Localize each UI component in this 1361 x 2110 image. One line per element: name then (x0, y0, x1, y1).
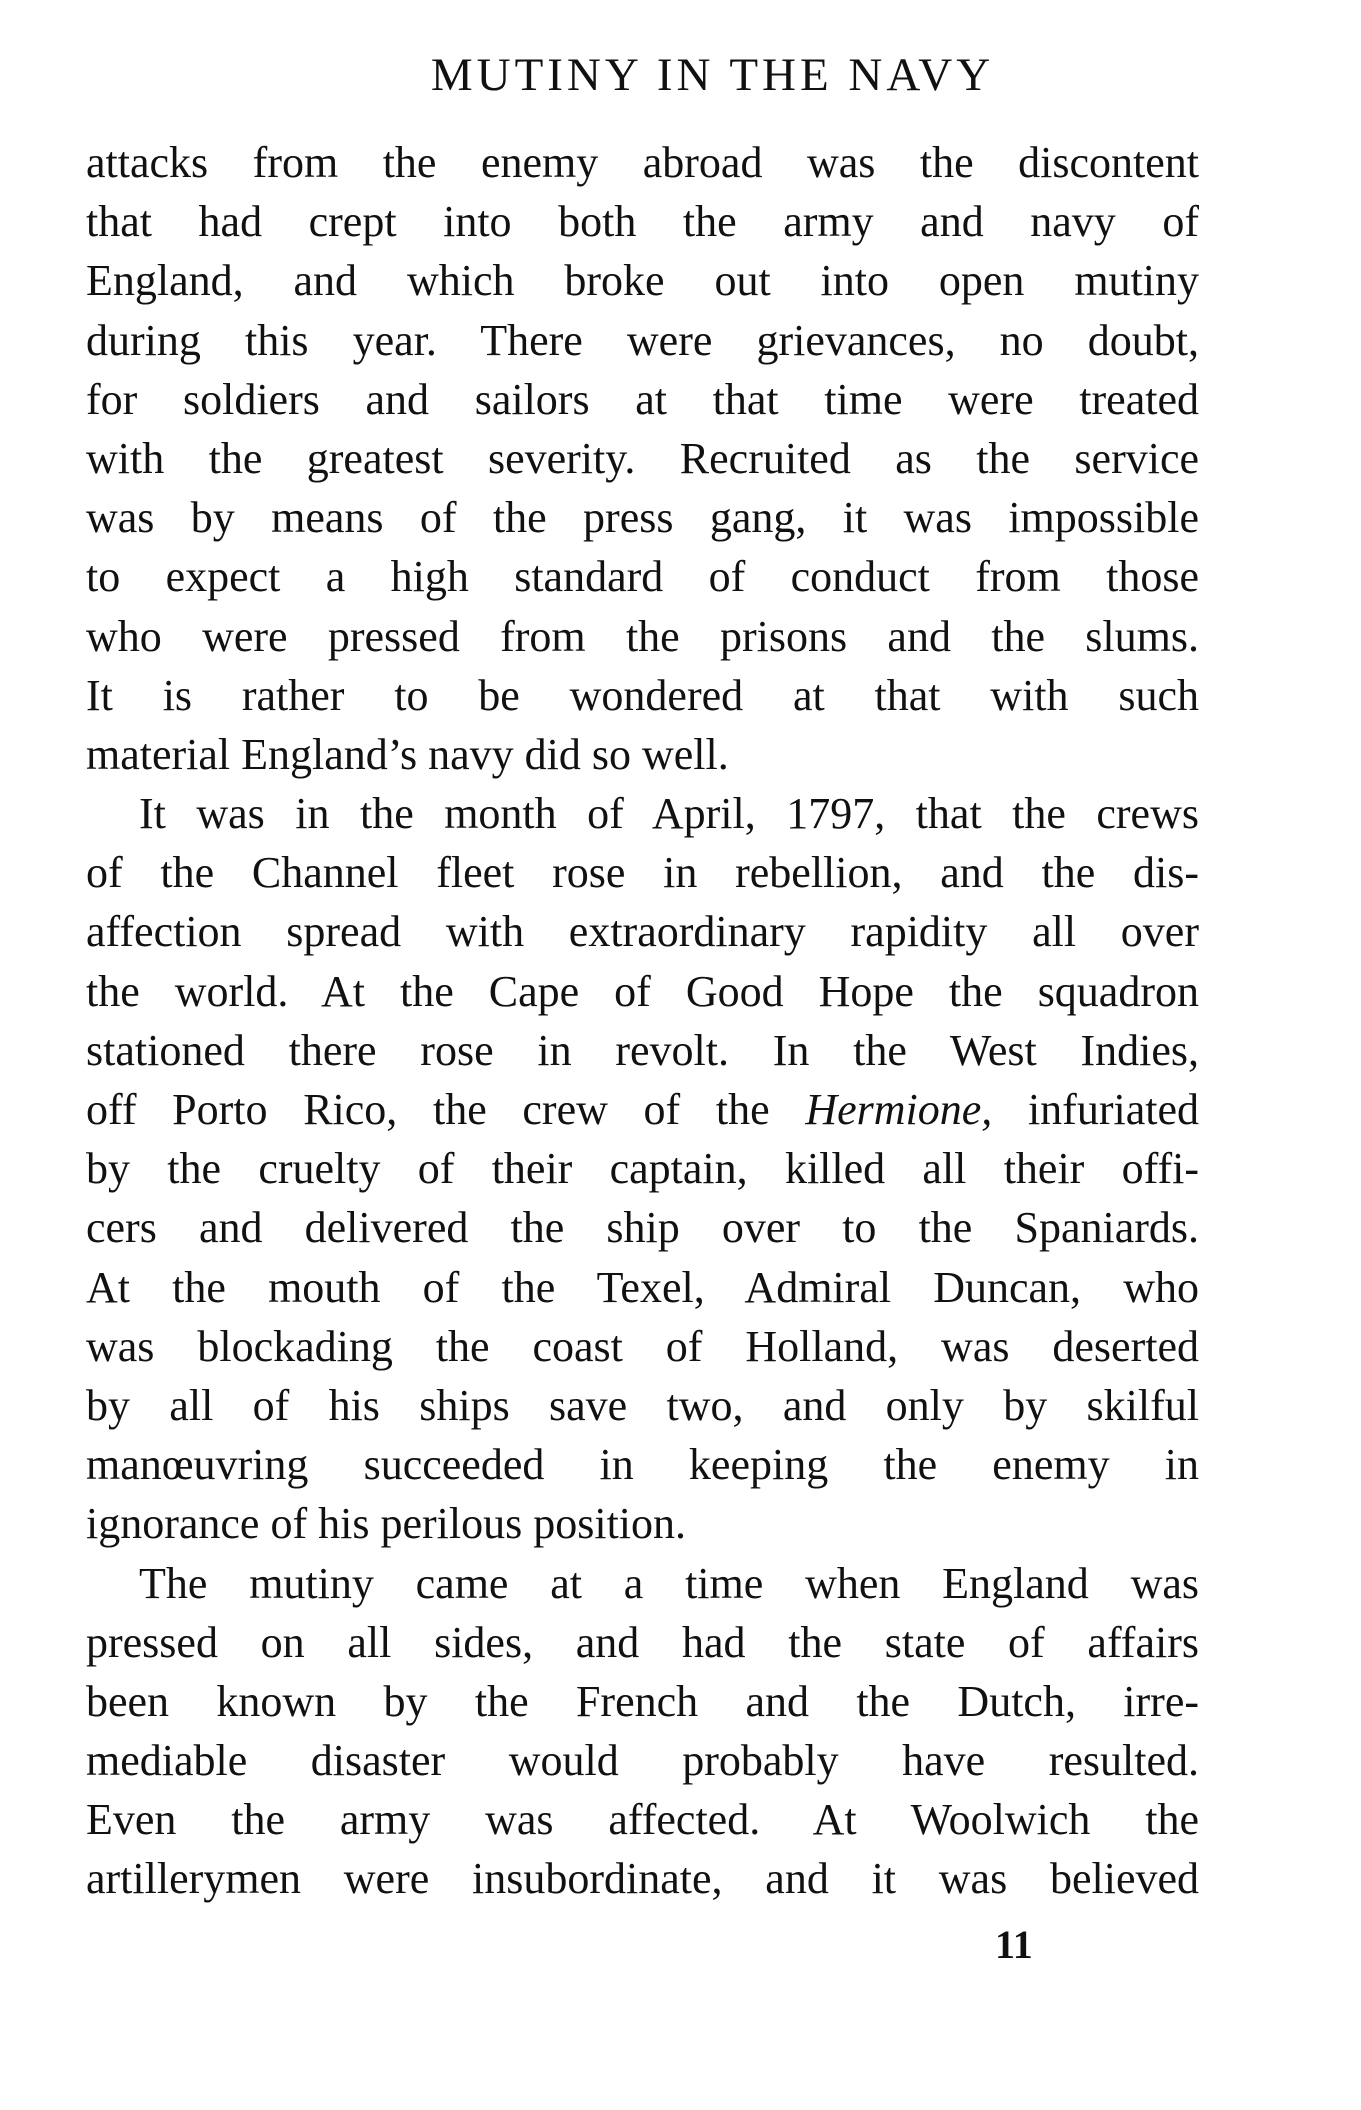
text-line: by the cruelty of their captain, killed all their offi- (86, 1144, 1199, 1194)
text-line: stationed there rose in revolt. In the West Indies, (86, 1025, 1199, 1075)
text-line: by all of his ships save two, and only by skilful (86, 1380, 1199, 1430)
text-line: material England’s navy did so well. (86, 729, 729, 779)
text-line-hermione (86, 1080, 1199, 1139)
page-number: 11 (995, 1922, 1033, 1967)
text-line: At the mouth of the Texel, Admiral Duncan, who (86, 1262, 1199, 1312)
text-line: was by means of the press gang, it was impossible (86, 493, 1199, 543)
text-line: to expect a high standard of conduct from those (86, 552, 1199, 602)
text-line: England, and which broke out into open mutiny (86, 256, 1199, 306)
text-line: affection spread with extraordinary rapidity all over (86, 907, 1199, 957)
text-line: for soldiers and sailors at that time were treated (86, 374, 1199, 424)
running-head (0, 49, 1361, 101)
text-line: artillerymen were insubordinate, and it was believed (86, 1854, 1199, 1904)
text-line: been known by the French and the Dutch, irre- (86, 1676, 1199, 1726)
text-line: during this year. There were grievances, no doubt, (86, 315, 1199, 365)
text-line: pressed on all sides, and had the state of affairs (86, 1617, 1199, 1667)
text-line: The mutiny came at a time when England was (139, 1558, 1199, 1608)
text-segment: off Porto Rico, the crew of the (86, 1085, 806, 1134)
text-line: who were pressed from the prisons and the slums. (86, 611, 1199, 661)
text-line: was blockading the coast of Holland, was deserted (86, 1321, 1199, 1371)
text-line: manœuvring succeeded in keeping the enemy in (86, 1440, 1199, 1490)
text-line: of the Channel fleet rose in rebellion, and the dis- (86, 848, 1199, 898)
text-line: Even the army was affected. At Woolwich the (86, 1795, 1199, 1845)
text-line: cers and delivered the ship over to the Spaniards. (86, 1203, 1199, 1253)
text-line: ignorance of his perilous position. (86, 1499, 687, 1549)
text-segment: infuriated (992, 1085, 1199, 1134)
text-line: It is rather to be wondered at that with such (86, 670, 1199, 720)
text-line: mediable disaster would probably have resulted. (86, 1736, 1199, 1786)
text-line: that had crept into both the army and navy of (86, 197, 1199, 247)
body-text (86, 133, 1199, 1909)
ship-name-italic: Hermione, (805, 1085, 993, 1134)
text-line: with the greatest severity. Recruited as the service (86, 433, 1199, 483)
text-line: attacks from the enemy abroad was the discontent (86, 138, 1199, 187)
text-line: It was in the month of April, 1797, that the crews (139, 789, 1199, 839)
text-line: the world. At the Cape of Good Hope the squadron (86, 966, 1199, 1016)
running-head-text: MUTINY IN THE NAVY (430, 49, 995, 101)
